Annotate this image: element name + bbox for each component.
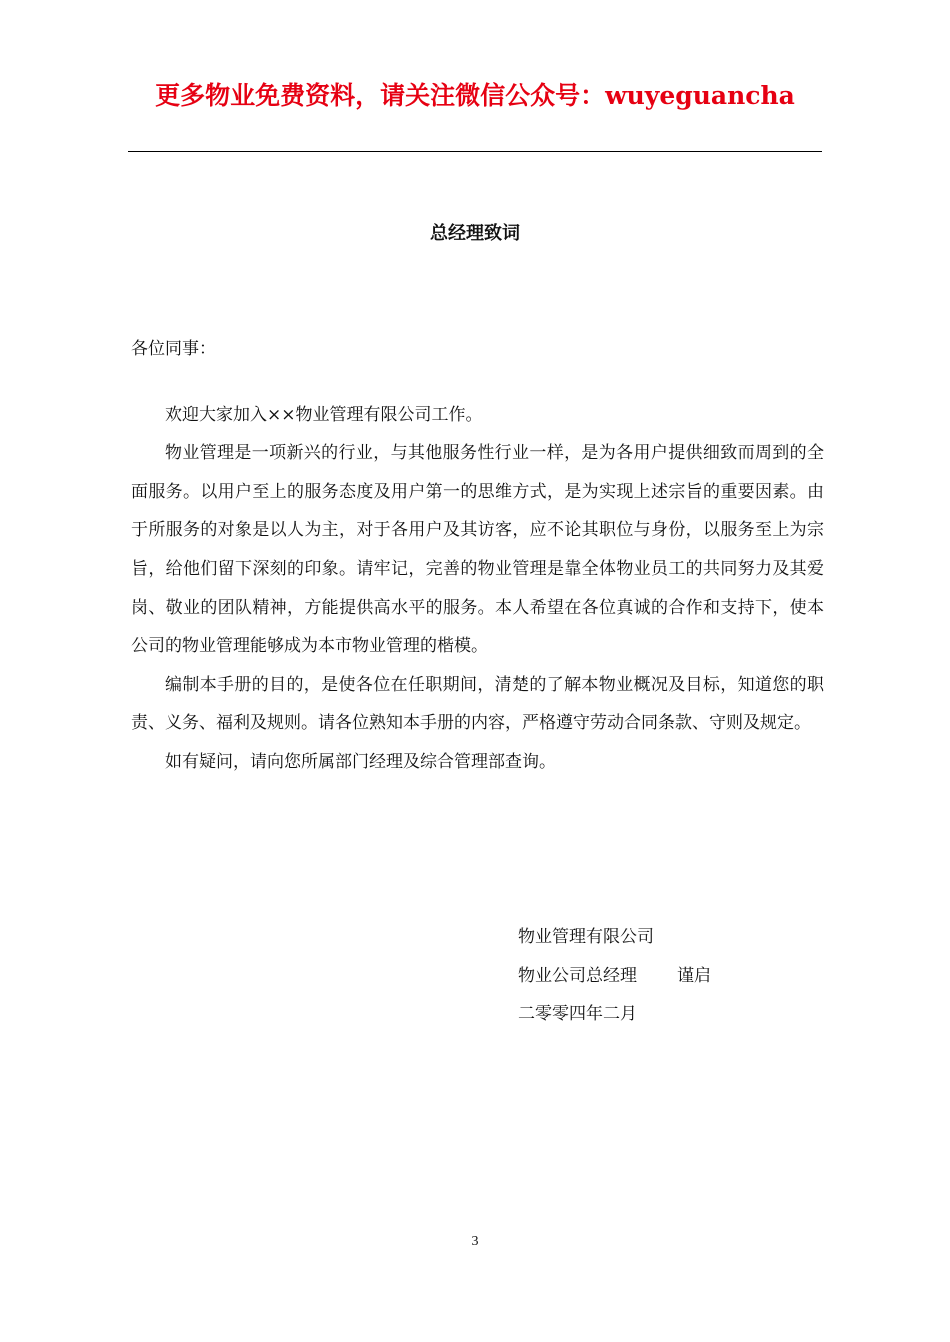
letter-paragraph-welcome: 欢迎大家加入××物业管理有限公司工作。 — [165, 404, 483, 425]
letter-paragraph-handbook-purpose: 编制本手册的目的，是使各位在任职期间，清楚的了解本物业概况及目标，知道您的职责、义务、福利及规则。请各位熟知本手册的内容，严格遵守劳动合同条款、守则及规定。 — [131, 674, 824, 734]
signature-company: 物业管理有限公司 — [518, 927, 654, 947]
letter-paragraph-questions: 如有疑问，请向您所属部门经理及综合管理部查询。 — [165, 751, 556, 772]
letter-body — [131, 330, 824, 782]
letter-salutation: 各位同事： — [131, 339, 216, 359]
signature-closing: 谨启 — [677, 965, 711, 986]
signature-signer: 物业公司总经理 — [518, 965, 637, 986]
signature-line — [518, 957, 711, 996]
page-number: 3 — [471, 1234, 479, 1249]
header-divider — [128, 151, 822, 152]
letter-paragraph-mission: 物业管理是一项新兴的行业，与其他服务性行业一样，是为各用户提供细致而周到的全面服务。以用户至上的服务态度及用户第一的思维方式，是为实现上述宗旨的重要因素。由于所服务的对象是以人为主，对于各用户及其访客，应不论其职位与身份，以服务至上为宗旨，给他们留下深刻的印象。请牢记，完善的物业管理是靠全体物业员工的共同努力及其爱岗、敬业的团队精神，方能提供高水平的服务。本人希望在各位真诚的合作和支持下，使本公司的物业管理能够成为本市物业管理的楷模。 — [131, 443, 824, 657]
promo-header-banner: 更多物业免费资料，请关注微信公众号：wuyeguancha — [155, 81, 795, 110]
letter-signature — [518, 918, 711, 1034]
letter-title: 总经理致词 — [430, 223, 520, 244]
signature-date: 二零零四年二月 — [518, 1004, 637, 1025]
